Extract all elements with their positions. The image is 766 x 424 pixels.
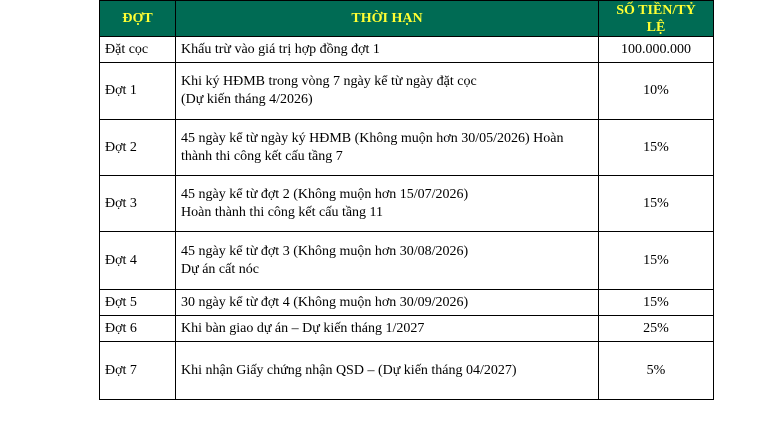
- amount-cell: 25%: [599, 316, 714, 342]
- term-cell: [176, 342, 599, 400]
- term-line: (Dự kiến tháng 4/2026): [181, 92, 313, 107]
- table-row: [100, 232, 714, 290]
- table-row: [100, 63, 714, 120]
- term-cell: [176, 232, 599, 290]
- phase-cell: Đợt 5: [100, 290, 176, 316]
- phase-cell: Đợt 6: [100, 316, 176, 342]
- table-row: [100, 316, 714, 342]
- term-cell: [176, 316, 599, 342]
- term-line: Khi ký HĐMB trong vòng 7 ngày kể từ ngày đặt cọc: [181, 74, 477, 89]
- table-row: [100, 37, 714, 63]
- amount-cell: 15%: [599, 290, 714, 316]
- term-line: 45 ngày kể từ ngày ký HĐMB (Không muộn hơn 30/05/2026) Hoàn: [181, 130, 564, 146]
- table-row: [100, 290, 714, 316]
- header-row: [100, 1, 714, 37]
- phase-cell: Đợt 4: [100, 232, 176, 290]
- term-cell: [176, 37, 599, 63]
- term-cell: [176, 176, 599, 232]
- term-cell: [176, 63, 599, 120]
- term-line: thành thi công kết cấu tầng 7: [181, 148, 343, 164]
- phase-cell: Đợt 3: [100, 176, 176, 232]
- phase-cell: Đợt 2: [100, 120, 176, 176]
- header-amount-line-2: LỆ: [646, 19, 666, 35]
- phase-cell: Đợt 1: [100, 63, 176, 120]
- term-line: Khi nhận Giấy chứng nhận QSD – (Dự kiến tháng 04/2027): [181, 362, 517, 378]
- amount-cell: 5%: [599, 342, 714, 400]
- term-line: 30 ngày kể từ đợt 4 (Không muộn hơn 30/09/2026): [181, 294, 469, 310]
- amount-cell: 15%: [599, 176, 714, 232]
- amount-cell: 15%: [599, 232, 714, 290]
- payment-schedule-table: [99, 0, 714, 400]
- header-amount-line-1: SỐ TIỀN/TỶ: [616, 2, 696, 18]
- term-line: Khấu trừ vào giá trị hợp đồng đợt 1: [181, 41, 380, 57]
- header-amount: [599, 1, 714, 37]
- term-line: 45 ngày kể từ đợt 3 (Không muộn hơn 30/08/2026): [181, 243, 469, 259]
- header-phase: ĐỢT: [100, 1, 176, 37]
- amount-cell: 10%: [599, 63, 714, 120]
- amount-cell: 100.000.000: [599, 37, 714, 63]
- phase-cell: Đặt cọc: [100, 37, 176, 63]
- term-line: 45 ngày kể từ đợt 2 (Không muộn hơn 15/07/2026): [181, 186, 469, 202]
- table-row: [100, 176, 714, 232]
- term-cell: [176, 120, 599, 176]
- term-line: Khi bàn giao dự án – Dự kiến tháng 1/2027: [181, 320, 425, 336]
- term-line: Hoàn thành thi công kết cấu tầng 11: [181, 204, 384, 220]
- table-row: [100, 342, 714, 400]
- table-row: [100, 120, 714, 176]
- amount-cell: 15%: [599, 120, 714, 176]
- header-term: THỜI HẠN: [176, 1, 599, 37]
- phase-cell: Đợt 7: [100, 342, 176, 400]
- term-cell: [176, 290, 599, 316]
- term-line: Dự án cất nóc: [181, 261, 259, 277]
